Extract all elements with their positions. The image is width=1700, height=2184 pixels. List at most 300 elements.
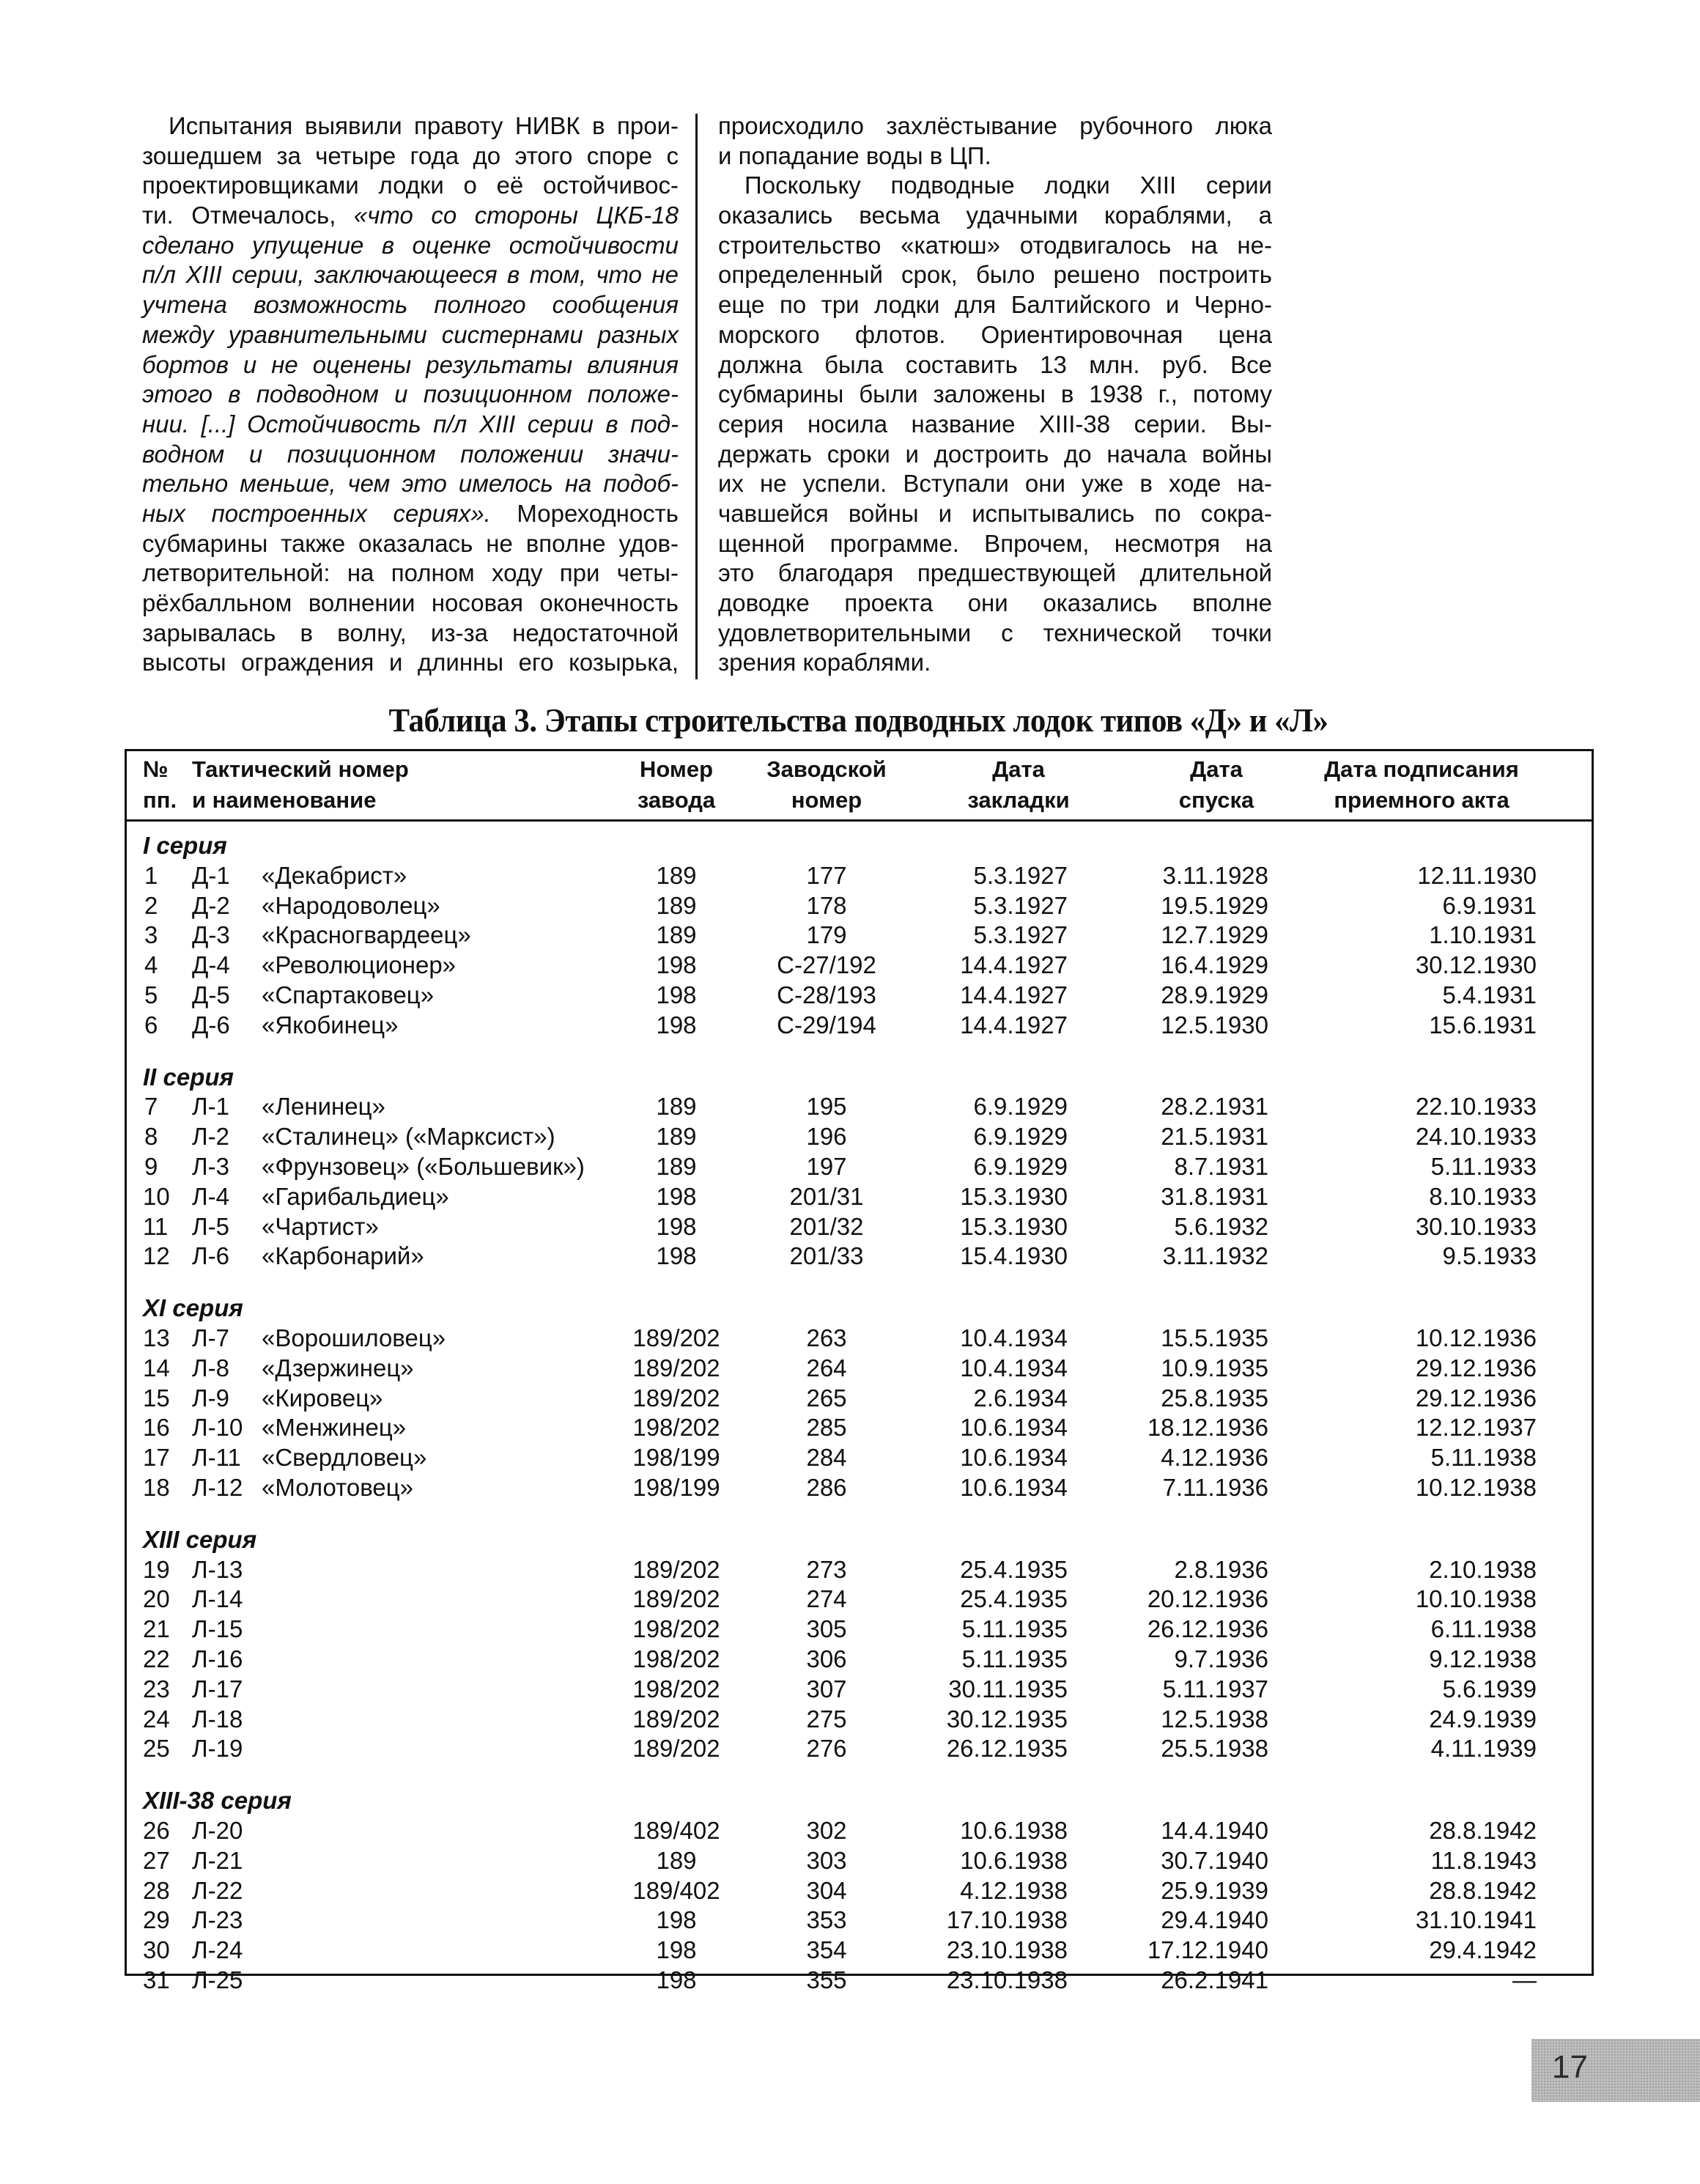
text-line xyxy=(142,111,679,141)
cell-acceptance-date: 11.8.1943 xyxy=(1430,1846,1537,1874)
cell-launch-date: 30.7.1940 xyxy=(1161,1846,1268,1874)
cell-acceptance-date: 12.12.1937 xyxy=(1415,1414,1537,1442)
cell-yard-number: С-29/194 xyxy=(777,1011,876,1038)
cell-tactical-number: Л-5 xyxy=(192,1212,229,1240)
cell-factory: 189/402 xyxy=(632,1876,720,1904)
quote-run: «что со стороны ЦКБ-18 xyxy=(353,202,679,229)
cell-factory: 189 xyxy=(656,1123,697,1151)
cell-launch-date: 25.5.1938 xyxy=(1161,1735,1268,1763)
table-title: Таблица 3. Этапы строительства подводных лодок типов «Д» и «Л» xyxy=(388,701,1328,739)
cell-boat-name: «Карбонарий» xyxy=(262,1242,424,1270)
text-line xyxy=(142,440,679,470)
cell-tactical-number: Л-20 xyxy=(192,1817,243,1844)
cell-laid-date: 10.6.1938 xyxy=(960,1817,1068,1844)
series-label: XIII-38 серия xyxy=(143,1787,292,1815)
cell-yard-number: 284 xyxy=(806,1444,847,1472)
text-line xyxy=(142,589,679,619)
cell-number: 15 xyxy=(143,1384,170,1412)
cell-acceptance-date: 10.10.1938 xyxy=(1415,1585,1537,1613)
cell-tactical-number: Л-1 xyxy=(192,1093,229,1121)
text-line xyxy=(718,231,1272,261)
table-row xyxy=(0,1584,1700,1614)
cell-laid-date: 6.9.1929 xyxy=(973,1123,1068,1151)
header-num-line1: № xyxy=(143,756,169,782)
header-accepted-line2: приемного акта xyxy=(1334,787,1509,813)
cell-launch-date: 25.9.1939 xyxy=(1161,1876,1268,1904)
cell-launch-date: 28.2.1931 xyxy=(1161,1093,1268,1121)
cell-yard-number: 302 xyxy=(806,1817,847,1844)
cell-number: 23 xyxy=(143,1675,170,1702)
cell-launch-date: 7.11.1936 xyxy=(1162,1474,1268,1501)
text-line xyxy=(142,529,679,559)
text-run: Поскольку подводные лодки XIII серии xyxy=(744,171,1272,199)
text-run: зрения кораблями. xyxy=(718,649,931,676)
cell-factory: 198/202 xyxy=(632,1414,720,1442)
cell-factory: 198 xyxy=(656,1011,697,1038)
cell-laid-date: 10.6.1934 xyxy=(960,1474,1068,1501)
quote-run: водном и позиционном положении значи- xyxy=(142,440,679,468)
cell-factory: 189 xyxy=(656,861,697,889)
cell-yard-number: 177 xyxy=(806,861,847,889)
cell-launch-date: 3.11.1928 xyxy=(1162,861,1268,889)
text-run: щенной программе. Впрочем, несмотря на xyxy=(718,529,1272,557)
cell-launch-date: 3.11.1932 xyxy=(1162,1242,1268,1270)
cell-acceptance-date: 9.12.1938 xyxy=(1429,1645,1537,1672)
cell-factory: 198 xyxy=(656,1906,697,1934)
cell-acceptance-date: 6.11.1938 xyxy=(1430,1615,1537,1643)
cell-yard-number: 179 xyxy=(806,921,847,949)
header-laid-line1: Дата xyxy=(992,756,1045,782)
cell-factory: 198/202 xyxy=(632,1615,720,1643)
table-row xyxy=(0,1815,1700,1845)
text-run: Мореходность xyxy=(490,499,679,527)
cell-boat-name: «Якобинец» xyxy=(262,1011,399,1038)
text-run: это благодаря предшествующей длительной xyxy=(718,559,1272,587)
cell-launch-date: 12.7.1929 xyxy=(1161,921,1268,949)
cell-boat-name: «Революционер» xyxy=(262,951,457,979)
cell-number: 16 xyxy=(143,1414,170,1442)
cell-yard-number: 196 xyxy=(806,1123,847,1151)
cell-tactical-number: Д-5 xyxy=(192,981,230,1008)
cell-acceptance-date: 4.11.1939 xyxy=(1430,1735,1537,1763)
cell-laid-date: 10.6.1934 xyxy=(960,1414,1068,1442)
text-run: их не успели. Вступали они уже в ходе на- xyxy=(718,470,1272,498)
cell-number: 30 xyxy=(143,1936,170,1964)
cell-tactical-number: Л-8 xyxy=(192,1354,229,1381)
text-line xyxy=(718,320,1272,350)
cell-tactical-number: Л-12 xyxy=(192,1474,243,1501)
text-run: должна была составить 13 млн. руб. Все xyxy=(718,350,1272,378)
text-run: доводке проекта они оказались вполне xyxy=(718,589,1272,616)
cell-yard-number: 306 xyxy=(806,1645,847,1672)
text-run: субмарины были заложены в 1938 г., потому xyxy=(718,380,1272,408)
header-accepted-line1: Дата подписания xyxy=(1324,756,1519,782)
table-row xyxy=(0,1554,1700,1584)
text-run: еще по три лодки для Балтийского и Черно- xyxy=(718,291,1272,319)
cell-yard-number: 201/32 xyxy=(789,1212,864,1240)
text-line xyxy=(142,141,679,171)
cell-laid-date: 23.10.1938 xyxy=(946,1936,1068,1964)
cell-laid-date: 2.6.1934 xyxy=(973,1384,1068,1412)
text-line xyxy=(142,558,679,589)
cell-number: 12 xyxy=(143,1242,170,1270)
cell-number: 20 xyxy=(143,1585,170,1613)
cell-tactical-number: Л-23 xyxy=(192,1906,243,1934)
cell-yard-number: 354 xyxy=(806,1936,847,1964)
quote-run: бортов и не оценены результаты влияния xyxy=(142,350,679,378)
cell-laid-date: 17.10.1938 xyxy=(946,1906,1068,1934)
text-run: происходило захлёстывание рубочного люка xyxy=(718,112,1272,139)
cell-factory: 189 xyxy=(656,891,697,919)
header-laid-date xyxy=(945,754,1092,816)
cell-laid-date: 23.10.1938 xyxy=(946,1966,1068,1993)
header-factory-line2: завода xyxy=(637,787,716,813)
cell-tactical-number: Л-13 xyxy=(192,1555,243,1583)
cell-number: 18 xyxy=(143,1474,170,1501)
cell-tactical-number: Л-6 xyxy=(192,1242,229,1270)
quote-run: сделано упущение в оценке остойчивости xyxy=(142,231,679,259)
text-line xyxy=(142,320,679,350)
cell-number: 3 xyxy=(144,921,158,949)
header-name xyxy=(192,754,409,816)
text-run: высоты ограждения и длинны его козырька, xyxy=(142,649,679,676)
cell-number: 4 xyxy=(144,951,158,979)
quote-run: этого в подводном и позиционном положе- xyxy=(142,380,679,408)
table-row xyxy=(0,1383,1700,1413)
cell-yard-number: 264 xyxy=(806,1354,847,1381)
text-line xyxy=(718,619,1272,649)
text-line xyxy=(142,231,679,261)
cell-tactical-number: Л-21 xyxy=(192,1846,243,1874)
cell-launch-date: 9.7.1936 xyxy=(1174,1645,1268,1672)
cell-launch-date: 26.12.1936 xyxy=(1147,1615,1268,1643)
text-run: рёхбалльном волнении носовая оконечность xyxy=(142,589,679,616)
table-row xyxy=(0,1965,1700,1995)
cell-launch-date: 12.5.1930 xyxy=(1161,1011,1268,1038)
table-row xyxy=(0,1905,1700,1935)
cell-number: 24 xyxy=(143,1705,170,1733)
table-row xyxy=(0,1472,1700,1502)
cell-launch-date: 20.12.1936 xyxy=(1147,1585,1268,1613)
header-launch-line1: Дата xyxy=(1190,756,1243,782)
cell-factory: 198 xyxy=(656,1966,697,1993)
text-line xyxy=(718,410,1272,440)
cell-tactical-number: Л-24 xyxy=(192,1936,243,1964)
cell-factory: 198 xyxy=(656,1936,697,1964)
cell-laid-date: 10.6.1934 xyxy=(960,1444,1068,1472)
header-factory-line1: Номер xyxy=(639,756,714,782)
cell-yard-number: 305 xyxy=(806,1615,847,1643)
text-line xyxy=(718,290,1272,320)
cell-factory: 189/202 xyxy=(632,1555,720,1583)
cell-acceptance-date: 29.12.1936 xyxy=(1415,1354,1537,1381)
cell-acceptance-date: 5.4.1931 xyxy=(1442,981,1537,1008)
series-group-label xyxy=(0,1524,1700,1554)
cell-factory: 189 xyxy=(656,921,697,949)
text-line xyxy=(142,619,679,649)
header-laid-line2: закладки xyxy=(967,787,1070,813)
cell-boat-name: «Ворошиловец» xyxy=(262,1324,446,1351)
table-row xyxy=(0,980,1700,1010)
cell-boat-name: «Фрунзовец» («Большевик») xyxy=(262,1153,585,1180)
cell-acceptance-date: 8.10.1933 xyxy=(1429,1182,1537,1210)
table-row xyxy=(0,1010,1700,1040)
cell-acceptance-date: 31.10.1941 xyxy=(1415,1906,1537,1934)
cell-yard-number: 197 xyxy=(806,1153,847,1180)
cell-boat-name: «Чартист» xyxy=(262,1212,379,1240)
cell-acceptance-date: 5.6.1939 xyxy=(1442,1675,1537,1702)
cell-boat-name: «Красногвардеец» xyxy=(262,921,471,949)
cell-launch-date: 8.7.1931 xyxy=(1174,1153,1268,1180)
page-number: 17 xyxy=(1552,2049,1588,2085)
quote-run: нии. [...] Остойчивость п/л XIII серии в под- xyxy=(142,410,679,438)
cell-tactical-number: Л-22 xyxy=(192,1876,243,1904)
cell-boat-name: «Народоволец» xyxy=(262,891,440,919)
cell-factory: 189/202 xyxy=(632,1384,720,1412)
text-run: чавшейся войны и испытывались по сокра- xyxy=(718,499,1272,527)
cell-yard-number: 265 xyxy=(806,1384,847,1412)
cell-factory: 198/202 xyxy=(632,1675,720,1702)
cell-launch-date: 17.12.1940 xyxy=(1147,1936,1268,1964)
cell-number: 21 xyxy=(143,1615,170,1643)
series-label: II серия xyxy=(143,1063,234,1091)
cell-number: 19 xyxy=(143,1555,170,1583)
table-row xyxy=(0,860,1700,890)
text-line xyxy=(142,350,679,380)
text-line xyxy=(718,589,1272,619)
table-row xyxy=(0,1704,1700,1734)
cell-acceptance-date: 30.12.1930 xyxy=(1415,951,1537,979)
cell-tactical-number: Л-17 xyxy=(192,1675,243,1702)
text-line xyxy=(718,260,1272,290)
cell-boat-name: «Свердловец» xyxy=(262,1444,427,1472)
cell-boat-name: «Менжинец» xyxy=(262,1414,407,1442)
cell-number: 9 xyxy=(144,1153,158,1180)
text-line xyxy=(718,648,1272,678)
table-row xyxy=(0,1211,1700,1242)
header-acceptance-date xyxy=(1297,754,1546,816)
cell-acceptance-date: — xyxy=(1512,1966,1537,1993)
cell-launch-date: 16.4.1929 xyxy=(1161,951,1268,979)
cell-tactical-number: Л-16 xyxy=(192,1645,243,1672)
cell-factory: 189/202 xyxy=(632,1354,720,1381)
cell-yard-number: 353 xyxy=(806,1906,847,1934)
cell-factory: 189/202 xyxy=(632,1585,720,1613)
table-row xyxy=(0,1121,1700,1151)
cell-number: 26 xyxy=(143,1817,170,1844)
cell-boat-name: «Дзержинец» xyxy=(262,1354,414,1381)
cell-laid-date: 10.4.1934 xyxy=(960,1354,1068,1381)
cell-launch-date: 4.12.1936 xyxy=(1161,1444,1268,1472)
cell-yard-number: 304 xyxy=(806,1876,847,1904)
cell-number: 10 xyxy=(143,1182,170,1210)
cell-tactical-number: Л-15 xyxy=(192,1615,243,1643)
text-line xyxy=(718,111,1272,141)
cell-boat-name: «Ленинец» xyxy=(262,1093,385,1121)
cell-yard-number: 195 xyxy=(806,1093,847,1121)
cell-factory: 189 xyxy=(656,1153,697,1180)
series-label: I серия xyxy=(143,832,227,859)
text-line xyxy=(718,201,1272,231)
cell-laid-date: 25.4.1935 xyxy=(960,1585,1068,1613)
header-factory xyxy=(632,754,720,816)
cell-number: 31 xyxy=(143,1966,170,1993)
cell-tactical-number: Л-14 xyxy=(192,1585,243,1613)
cell-launch-date: 19.5.1929 xyxy=(1161,891,1268,919)
table-row xyxy=(0,1935,1700,1965)
cell-factory: 198 xyxy=(656,1182,697,1210)
cell-acceptance-date: 29.4.1942 xyxy=(1429,1936,1537,1964)
cell-launch-date: 2.8.1936 xyxy=(1174,1555,1268,1583)
cell-number: 25 xyxy=(143,1735,170,1763)
text-line xyxy=(142,469,679,499)
cell-tactical-number: Д-3 xyxy=(192,921,230,949)
cell-boat-name: «Спартаковец» xyxy=(262,981,435,1008)
text-run: субмарины также оказалась не вполне удов- xyxy=(142,529,679,557)
cell-factory: 189/202 xyxy=(632,1705,720,1733)
series-label: XI серия xyxy=(143,1294,243,1322)
text-run: строительство «катюш» отодвигалось на не- xyxy=(718,231,1272,259)
cell-laid-date: 14.4.1927 xyxy=(960,1011,1068,1038)
text-line xyxy=(718,440,1272,470)
cell-number: 6 xyxy=(144,1011,158,1038)
cell-yard-number: 274 xyxy=(806,1585,847,1613)
cell-acceptance-date: 28.8.1942 xyxy=(1429,1817,1537,1844)
page-number-box xyxy=(1531,2039,1700,2102)
cell-yard-number: 307 xyxy=(806,1675,847,1702)
article-left-column xyxy=(142,111,679,678)
cell-launch-date: 10.9.1935 xyxy=(1161,1354,1268,1381)
table-row xyxy=(0,1323,1700,1353)
cell-number: 17 xyxy=(143,1444,170,1472)
table-row xyxy=(0,950,1700,980)
cell-tactical-number: Д-6 xyxy=(192,1011,230,1038)
cell-acceptance-date: 22.10.1933 xyxy=(1415,1093,1537,1121)
cell-launch-date: 15.5.1935 xyxy=(1161,1324,1268,1351)
cell-number: 13 xyxy=(143,1324,170,1351)
cell-factory: 198/202 xyxy=(632,1645,720,1672)
text-run: морского флотов. Ориентировочная цена xyxy=(718,320,1272,348)
text-line xyxy=(718,171,1272,201)
series-group-label xyxy=(0,1062,1700,1092)
text-line xyxy=(142,201,679,231)
cell-laid-date: 26.12.1935 xyxy=(946,1735,1068,1763)
cell-tactical-number: Л-18 xyxy=(192,1705,243,1733)
cell-launch-date: 26.2.1941 xyxy=(1161,1966,1268,1993)
cell-laid-date: 15.3.1930 xyxy=(960,1182,1068,1210)
text-run: зарывалась в волну, из-за недостаточной xyxy=(142,619,679,646)
table-row xyxy=(0,1412,1700,1442)
text-line xyxy=(718,380,1272,410)
header-num-line2: пп. xyxy=(143,787,177,813)
cell-launch-date: 5.11.1937 xyxy=(1162,1675,1268,1702)
cell-launch-date: 5.6.1932 xyxy=(1174,1212,1268,1240)
series-group-label xyxy=(0,830,1700,860)
cell-tactical-number: Л-3 xyxy=(192,1153,229,1180)
cell-yard-number: 273 xyxy=(806,1555,847,1583)
cell-laid-date: 15.4.1930 xyxy=(960,1242,1068,1270)
cell-acceptance-date: 6.9.1931 xyxy=(1442,891,1537,919)
cell-yard-number: 285 xyxy=(806,1414,847,1442)
cell-yard-number: 275 xyxy=(806,1705,847,1733)
cell-tactical-number: Л-2 xyxy=(192,1123,229,1151)
text-run: летворительной: на полном ходу при четы- xyxy=(142,559,679,587)
header-launch-date xyxy=(1143,754,1290,816)
cell-laid-date: 5.3.1927 xyxy=(973,891,1068,919)
table-row xyxy=(0,1353,1700,1383)
text-line xyxy=(142,410,679,440)
cell-yard-number: 201/31 xyxy=(789,1182,864,1210)
cell-factory: 189/402 xyxy=(632,1817,720,1844)
cell-yard-number: С-27/192 xyxy=(777,951,876,979)
cell-laid-date: 5.11.1935 xyxy=(961,1615,1068,1643)
text-run: зошедшем за четыре года до этого споре с xyxy=(142,141,679,169)
table-row xyxy=(0,1091,1700,1121)
cell-acceptance-date: 10.12.1938 xyxy=(1415,1474,1537,1501)
cell-yard-number: 303 xyxy=(806,1846,847,1874)
table-header-divider xyxy=(125,819,1594,822)
cell-number: 11 xyxy=(143,1212,169,1240)
cell-laid-date: 6.9.1929 xyxy=(973,1093,1068,1121)
series-group-label xyxy=(0,1785,1700,1815)
table-row xyxy=(0,1845,1700,1875)
cell-tactical-number: Л-11 xyxy=(192,1444,241,1472)
quote-run: учтена возможность полного сообщения xyxy=(142,291,679,319)
cell-acceptance-date: 28.8.1942 xyxy=(1429,1876,1537,1904)
cell-acceptance-date: 5.11.1933 xyxy=(1430,1153,1537,1180)
cell-number: 2 xyxy=(144,891,158,919)
cell-tactical-number: Л-4 xyxy=(192,1182,229,1210)
cell-boat-name: «Кировец» xyxy=(262,1384,383,1412)
cell-launch-date: 29.4.1940 xyxy=(1161,1906,1268,1934)
cell-laid-date: 15.3.1930 xyxy=(960,1212,1068,1240)
text-line xyxy=(718,558,1272,589)
cell-laid-date: 30.11.1935 xyxy=(948,1675,1068,1702)
quote-run: тельно меньше, чем это имелось на подоб- xyxy=(142,470,679,498)
text-line xyxy=(142,648,679,678)
text-run: серия носила название XIII-38 серии. Вы- xyxy=(718,410,1272,438)
header-name-line1: Тактический номер xyxy=(192,756,409,782)
cell-acceptance-date: 12.11.1930 xyxy=(1417,861,1537,889)
cell-launch-date: 28.9.1929 xyxy=(1161,981,1268,1008)
text-run: оказались весьма удачными кораблями, а xyxy=(718,202,1272,229)
cell-factory: 189 xyxy=(656,1093,697,1121)
quote-run: между уравнительными систернами разных xyxy=(142,320,679,348)
header-yard-line1: Заводской xyxy=(766,756,887,782)
cell-yard-number: 263 xyxy=(806,1324,847,1351)
text-run: Испытания выявили правоту НИВК в прои- xyxy=(169,112,679,139)
column-divider xyxy=(695,114,698,679)
cell-laid-date: 10.4.1934 xyxy=(960,1324,1068,1351)
text-line xyxy=(142,499,679,529)
text-line xyxy=(142,260,679,290)
quote-run: п/л XIII серии, заключающееся в том, что не xyxy=(142,261,679,289)
series-label: XIII серия xyxy=(143,1525,257,1553)
cell-acceptance-date: 2.10.1938 xyxy=(1429,1555,1537,1583)
text-line xyxy=(142,380,679,410)
cell-launch-date: 21.5.1931 xyxy=(1161,1123,1268,1151)
text-line xyxy=(718,469,1272,499)
cell-laid-date: 25.4.1935 xyxy=(960,1555,1068,1583)
text-line xyxy=(142,171,679,201)
table-row xyxy=(0,1674,1700,1704)
cell-laid-date: 14.4.1927 xyxy=(960,951,1068,979)
table-row xyxy=(0,1442,1700,1472)
cell-laid-date: 5.11.1935 xyxy=(961,1645,1068,1672)
text-run: держать сроки и достроить до начала войны xyxy=(718,440,1272,468)
cell-factory: 189/202 xyxy=(632,1324,720,1351)
cell-acceptance-date: 24.10.1933 xyxy=(1415,1123,1537,1151)
